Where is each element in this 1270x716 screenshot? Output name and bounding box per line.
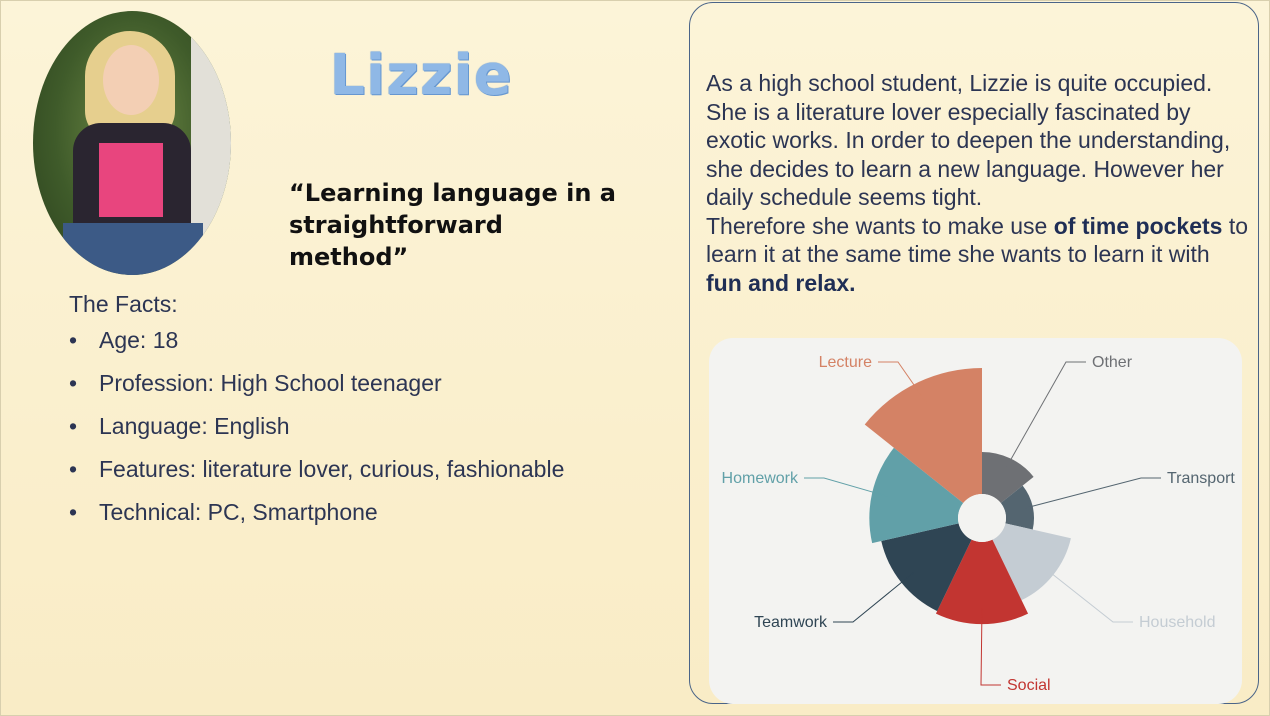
- facts-list: [69, 327, 564, 542]
- slice-label-social: Social: [1007, 677, 1051, 694]
- persona-photo: [33, 11, 231, 275]
- fact-item: • Features: literature lover, curious, fashionable: [69, 456, 565, 482]
- description-p2-a: Therefore she wants to make use: [706, 212, 1054, 239]
- slice-label-household: Household: [1139, 614, 1216, 631]
- slice-label-transport: Transport: [1167, 470, 1235, 487]
- slice-label-other: Other: [1092, 354, 1133, 371]
- slice-label-teamwork: Teamwork: [754, 614, 827, 631]
- description-paragraph-1: As a high school student, Lizzie is quite occupied. She is a literature lover especially fascinated by exotic works. In order to deepen the understanding, she decides to learn a new language. However her daily schedule seems tight.: [706, 70, 1231, 210]
- description-p2-emphasis-1: of time pockets: [1053, 212, 1223, 239]
- bullet-icon: •: [69, 413, 78, 439]
- leader-line-transport: [1025, 478, 1161, 508]
- description-p2-emphasis-2: fun and relax.: [706, 269, 856, 296]
- description-p2-c: to learn it at the same time she wants to learn it with: [706, 212, 1249, 267]
- bullet-icon: •: [69, 327, 78, 353]
- leader-line-other: [1006, 362, 1086, 467]
- fact-item: • Profession: High School teenager: [69, 370, 442, 396]
- fact-item: • Age: 18: [69, 327, 179, 353]
- bullet-icon: •: [69, 456, 78, 482]
- fact-item: • Language: English: [69, 413, 290, 439]
- leader-line-household: [1043, 566, 1133, 622]
- facts-title: The Facts:: [69, 291, 178, 317]
- description-text: [706, 69, 1251, 297]
- time-rose-chart: [709, 338, 1242, 704]
- rose-chart-svg: [709, 338, 1242, 704]
- slice-label-lecture: Lecture: [818, 354, 872, 371]
- bullet-icon: •: [69, 370, 78, 396]
- rose-center-hole: [958, 494, 1006, 542]
- photo-face: [103, 45, 159, 115]
- persona-name: Lizzie: [329, 43, 513, 108]
- photo-jeans: [63, 223, 203, 275]
- bullet-icon: •: [69, 499, 78, 525]
- photo-shirt-print: [99, 143, 163, 217]
- fact-item: • Technical: PC, Smartphone: [69, 499, 378, 525]
- slice-label-homework: Homework: [721, 470, 798, 487]
- persona-quote: “Learning language in a straightforward method”: [289, 179, 616, 271]
